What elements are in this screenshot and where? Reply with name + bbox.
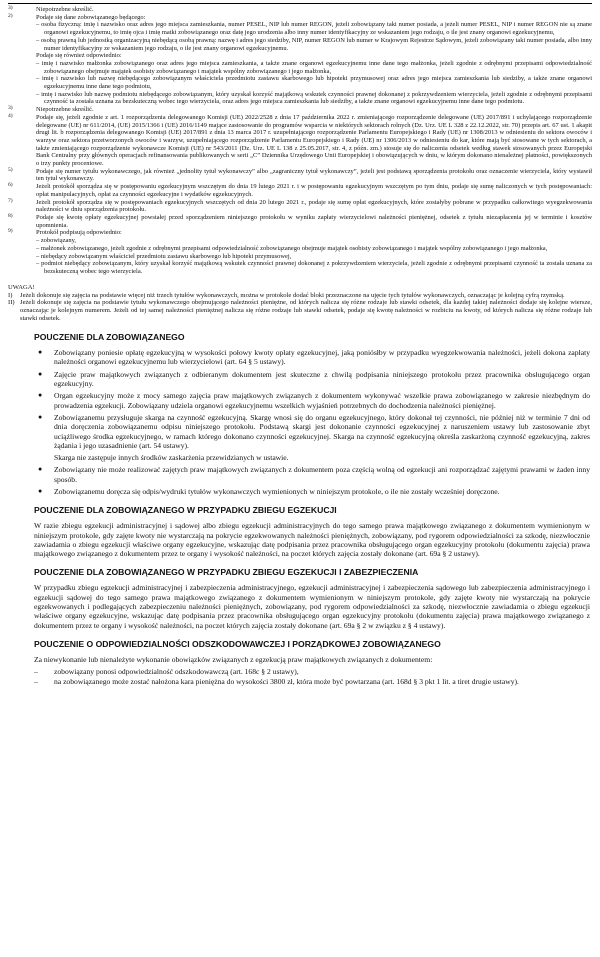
dash-item: [34, 667, 590, 676]
footnote-line: Jeżeli protokół sporządza się w postępowaniu egzekucyjnym wszczętym do dnia 19 lutego 2021 r. i w postępowaniu egzekucyjnym wszczętym po tym dniu, podaje się sumę naliczonych w tych postępowaniach: opłat manipulacyjnych, opłat za czynności egzekucyjne i wydatków egzekucyjnych.: [36, 183, 592, 198]
footnote-line: Podaje się numer tytułu wykonawczego, jak również „jednolity tytuł wykonawczy” albo „zagraniczny tytuł wykonawczy”, jeżeli jest podstawą sporządzenia protokołu oraz oznaczenie wierzyciela, który wystawił ten tytuł wykonawczy.: [36, 167, 592, 183]
note-number: II): [8, 299, 15, 307]
footnote: [8, 106, 592, 114]
footnote: [8, 52, 592, 106]
footnote-number: 2): [8, 12, 13, 19]
footnote-line: – imię i nazwisko lub nazwę niebędącego zobowiązanym właściciela przedmiotu zastawu skarbowego lub hipoteki przymusowej oraz adres jego miejsca zamieszkania lub siedziby, a także znane organowi egzekucyjnemu inne dane tego podmiotu,: [36, 75, 592, 91]
footnote: [8, 14, 592, 53]
footnote-line: Podaje się kwotę opłaty egzekucyjnej powstałej przed sporządzeniem niniejszego protokołu w wyniku zapłaty wierzycielowi należności pieniężnej, odsetek z tytułu niezapłacenia jej w terminie i kosztów upomnienia.: [36, 213, 592, 229]
note-number: I): [8, 291, 13, 299]
footnote-line: – imię i nazwisko małżonka zobowiązanego oraz adres jego miejsca zamieszkania, a także znane organowi egzekucyjnemu inne dane tego małżonka, jeżeli zgodnie z odrębnymi przepisami odpowiedzialność zobowiązanego obejmuje majątek osobisty zobowiązanego i majątek wspólny zobowiązanego i jego małżonka,: [36, 59, 592, 75]
section-paragraph: Za niewykonanie lub nienależyte wykonanie obowiązków związanych z egzekucją praw majątkowych związanych z dokumentem:: [34, 654, 433, 664]
bullet-icon: ●: [38, 391, 43, 400]
footnote-line: – małżonek zobowiązanego, jeżeli zgodnie z odrębnymi przepisami odpowiedzialność zobowiązanego obejmuje majątek osobisty zobowiązanego i majątek wspólny zobowiązanego i jego małżonka,: [36, 244, 548, 252]
footnote-line: – zobowiązany,: [36, 237, 76, 245]
footnote-number: [8, 51, 36, 105]
list-item-text: Zajęcie praw majątkowych związanych z odbieranym dokumentem jest skuteczne z chwilą podpisania niniejszego protokołu przez pracownika obsługującego organ egzekucyjny.: [54, 369, 590, 389]
instruction-section: [34, 505, 590, 558]
list-item: [34, 465, 590, 484]
footnote-line: Protokół podpisują odpowiednio:: [36, 229, 122, 237]
note-text: Jeżeli dokonuje się zajęcia na podstawie tytułu wykonawczego obejmującego należności pieniężne, od których nalicza się różne rodzaje lub stawki odsetek, dla każdej takiej należności dodaje się kolejne wiersze, oznaczając je kolejnym numerem. Jeżeli od tej samej należności pieniężnej nalicza się różne rodzaje lub stawki odsetek, podaje się kwotę należności w rozbiciu na kwoty, od których nalicza się różne rodzaje lub stawki odsetek.: [20, 299, 592, 323]
section-heading: POUCZENIE O ODPOWIEDZIALNOŚCI ODSZKODOWAWCZEJ I PORZĄDKOWEJ ZOBOWIĄZANEGO: [34, 638, 441, 649]
list-item-continuation: Skarga nie zastępuje innych środków zaskarżenia przewidzianych w ustawie.: [54, 453, 289, 463]
section-paragraph: W przypadku zbiegu egzekucji administracyjnej i zabezpieczenia administracyjnego, egzekucji administracyjnej i zabezpieczenia sądowego lub zabezpieczenia administracyjnego i egzekucji sądowej do tego samego prawa majątkowego związanego z dokumentem wymienionym w niniejszym protokole, gdy zajęte kwoty nie wystarczają na pokrycie egzekwowanych i podlegających zabezpieczeniu należności pieniężnych, zobowiązany, pod rygorem odpowiedzialności za szkodę, niezwłocznie zawiadamia o zbiegu egzekucji właściwe organy egzekucyjne, wskazując datę podpisania przez pracownika obsługującego organ egzekucyjny protokołu (dokumentu zajęcia) prawa majątkowego związanego z dokumentem przez te organy i wysokość należności, na poczet których zajęcia zostały dokonane (art. 69a § 2 w związku z § 4 ustawy).: [34, 583, 590, 630]
dash-marker: –: [34, 667, 38, 677]
footnotes: [8, 6, 592, 276]
footnote: [8, 6, 592, 14]
footnote: [8, 229, 592, 275]
note-item: [8, 292, 592, 300]
list-item-text: Organ egzekucyjny może z mocy samego zajęcia praw majątkowych związanych z dokumentem wykonywać wszelkie prawa zobowiązanego w zakresie niezbędnym do prowadzenia egzekucji. Zobowiązany udziela organowi egzekucyjnemu wszelkich wyjaśnień potrzebnych do dochodzenia należności pieniężnej.: [54, 391, 590, 410]
footnote-line: Niepotrzebne skreślić.: [36, 6, 94, 13]
section-heading: POUCZENIE DLA ZOBOWIĄZANEGO W PRZYPADKU ZBIEGU EGZEKUCJI: [34, 505, 337, 516]
note-title: UWAGA!: [8, 283, 35, 291]
footnote-line: Podaje się dane zobowiązanego będącego:: [36, 13, 146, 21]
list-item: [34, 391, 590, 410]
list-item: [34, 487, 590, 496]
bullet-icon: ●: [38, 412, 43, 421]
footnote: [8, 168, 592, 183]
list-item: [34, 413, 590, 450]
instruction-section: [34, 567, 590, 629]
footnote: [8, 114, 592, 168]
bullet-icon: ●: [38, 369, 43, 378]
footnote-number: 6): [8, 182, 13, 189]
note-text: Jeżeli dokonuje się zajęcia na podstawie więcej niż trzech tytułów wykonawczych, można w protokole dodać bloki przeznaczone na ujęcie tych tytułów wykonawczych, oznaczając je kolejną cyfrą rzymską.: [20, 291, 565, 299]
dash-item: [34, 677, 590, 686]
footnote-line: – niebędący zobowiązanym właściciel przedmiotu zastawu skarbowego lub hipoteki przymusowej,: [36, 252, 292, 260]
footnote-line: Podaje się również odpowiednio:: [36, 52, 122, 60]
section-heading: POUCZENIE DLA ZOBOWIĄZANEGO: [34, 332, 185, 343]
section-paragraph: W razie zbiegu egzekucji administracyjnej i sądowej albo zbiegu egzekucji administracyjnych do tego samego prawa majątkowego związanego z dokumentem wymienionym w niniejszym protokole, gdy zajęte kwoty nie wystarczają na pokrycie egzekwowanych należności pieniężnych, zobowiązany, pod rygorem odpowiedzialności za szkodę, niezwłocznie zawiadamia o zbiegu egzekucji właściwe organy egzekucyjne, wskazując datę podpisania przez pracownika obsługującego organ egzekucyjny protokołu (dokumentu zajęcia) prawa majątkowego związanego z dokumentem przez te organy i wysokość należności, na poczet których zajęcia zostały dokonane (art. 69a § 2 ustawy).: [34, 521, 590, 559]
list-item-text: Zobowiązanemu przysługuje skarga na czynność egzekucyjną. Skargę wnosi się do organu egzekucyjnego, który dokonał tej czynności, nie później niż w terminie 7 dni od dnia doręczenia zobowiązanemu odpisu niniejszego protokołu. Podstawą skargi jest dokonanie czynności egzekucyjnej z naruszeniem ustawy lub zastosowanie zbyt uciążliwego środka egzekucyjnego, w ramach którego dokonano czynności egzekucyjnej. Skarga na czynność egzekucyjną określa zaskarżoną czynność egzekucyjną, zakres żądania i jego uzasadnienie (art. 54 ustawy).: [54, 412, 590, 450]
note-block: [8, 284, 592, 324]
dash-marker: –: [34, 676, 38, 686]
document-page: [8, 0, 592, 686]
footnote-line: – imię i nazwisko lub nazwę podmiotu niebędącego zobowiązanym, który uzyskał korzyść majątkową wskutek czynności prawnej dokonanej z pokrzywdzeniem wierzyciela, jeżeli zgodnie z odrębnymi przepisami czynność ta została uznana za bezskuteczną wobec tego wierzyciela, oraz adres jego miejsca zamieszkania lub siedziby, a także znane organowi egzekucyjnemu inne dane tego podmiotu.: [36, 90, 592, 106]
list-item-text: Zobowiązany nie może realizować zajętych praw majątkowych związanych z dokumentem poza częścią wolną od egzekucji ani rozporządzać zajętymi prawami w żaden inny sposób.: [54, 465, 590, 484]
footnote-number: 3): [8, 5, 13, 11]
footnote-line: Jeżeli protokół sporządza się w postępowaniach egzekucyjnych wszczętych od dnia 20 lutego 2021 r., podaje się sumę opłat egzekucyjnych, które zostałyby pobrane w przypadku całkowitego wyegzekwowania należności w dniu sporządzenia protokołu.: [36, 198, 592, 214]
note-item: [8, 299, 592, 323]
footnote-line: Niepotrzebne skreślić.: [36, 106, 94, 114]
footnote-line: Podaje się, jeżeli zgodnie z art. 1 rozporządzenia delegowanego Komisji (UE) 2022/2528 z dnia 17 października 2022 r. zmieniającego rozporządzenie delegowane (UE) 2017/891 i uchylającego rozporządzenie delegowane (UE) nr 611/2014, (UE) 2015/1366 i (UE) 2016/1149 mające zastosowanie do programów wsparcia w niektórych sektorach rolnych (Dz. Urz. UE L 328 z 22.12.2022, str. 70) przepis art. 67 ust. 1 akapit drugi lit. b rozporządzenia delegowanego Komisji (UE) 2017/891 z dnia 13 marca 2017 r. uzupełniającego rozporządzenie Parlamentu Europejskiego i Rady (UE) nr 1308/2013 w odniesieniu do sektora owoców i warzyw oraz sektora przetworzonych owoców i warzyw, uzupełniającego rozporządzenie Parlamentu Europejskiego i Rady (UE) nr 1306/2013 w odniesieniu do kar, które mają być stosowane w tych sektorach, a także zmieniającego rozporządzenie wykonawcze Komisji (UE) nr 543/2011 (Dz. Urz. UE L 138 z 25.05.2017, str. 4, z późn. zm.) stosuje się do naliczenia odsetek według stawek stosowanych przez Europejski Bank Centralny przy głównych operacjach refinansowania publikowanych w serii „C” Dziennika Urzędowego Unii Europejskiej i obowiązujących w dniu, w którym dokonano nienależnej płatności, powiększonych o trzy punkty procentowe.: [36, 113, 592, 168]
footnote-number: 7): [8, 197, 13, 204]
list-item-text: Zobowiązany poniesie opłatę egzekucyjną w wysokości połowy kwoty opłaty egzekucyjnej, jaką poniósłby w przypadku wyegzekwowania należności, jeżeli dokona zapłaty należności organowi egzekucyjnemu lub wierzycielowi (art. 64 § 5 ustawy).: [54, 348, 590, 367]
list-item-text: Zobowiązanemu doręcza się odpis/wydruki tytułów wykonawczych wymienionych w niniejszym protokole, o ile nie zostały wcześniej doręczone.: [54, 487, 500, 496]
footnote-number: 5): [8, 166, 13, 173]
footnote-number: 4): [8, 112, 13, 119]
bullet-icon: ●: [38, 465, 43, 474]
instruction-section: [34, 332, 590, 496]
footnote-number: 9): [8, 228, 13, 235]
footnote: [8, 214, 592, 229]
section-heading: POUCZENIE DLA ZOBOWIĄZANEGO W PRZYPADKU ZBIEGU EGZEKUCJI I ZABEZPIECZENIA: [34, 567, 419, 578]
footnote-number: 3): [8, 105, 13, 112]
footnote-number: 8): [8, 212, 13, 219]
footnote-line: – osobą prawną lub jednostką organizacyjną niebędącą osobą prawną: nazwę i adres jego siedziby, NIP, numer REGON lub numer w Krajowym Rejestrze Sądowym, jeżeli zobowiązany taki numer posiada, albo inny numer identyfikacyjny ze wskazaniem jego rodzaju, o ile jest znany organowi egzekucyjnemu.: [36, 36, 592, 52]
list-item: [34, 348, 590, 367]
bullet-icon: ●: [38, 348, 43, 357]
footnote: [8, 199, 592, 214]
list-item: [34, 370, 590, 389]
bullet-icon: ●: [38, 487, 43, 495]
footnote: [8, 183, 592, 198]
dash-item-text: na zobowiązanego może zostać nałożona kara pieniężna do wysokości 3800 zł, która może być powtarzana (art. 168d § 3 pkt 1 lit. a tiret drugie ustawy).: [54, 676, 519, 686]
footnote-separator: [8, 3, 592, 4]
footnote-line: – osoba fizyczną: imię i nazwisko oraz adres jego miejsca zamieszkania, numer PESEL, NIP lub numer REGON, jeżeli zobowiązany taki numer posiada, a jeżeli numer PESEL, NIP i numer REGON nie są znane organowi egzekucyjnemu, to imię ojca i imię matki zobowiązanego oraz datę jego urodzenia albo inny numer identyfikacyjny ze wskazaniem jego rodzaju, o ile jest znany organowi egzekucyjnemu,: [36, 21, 592, 37]
footnote-line: – podmiot niebędący zobowiązanym, który uzyskał korzyść majątkową wskutek czynności prawnej dokonanej z pokrzywdzeniem wierzyciela, jeżeli zgodnie z odrębnymi przepisami czynność ta została uznana za bezskuteczną wobec tego wierzyciela.: [36, 260, 592, 275]
instruction-section: [34, 639, 590, 686]
dash-item-text: zobowiązany ponosi odpowiedzialność odszkodowawczą (art. 168c § 2 ustawy),: [54, 667, 299, 677]
